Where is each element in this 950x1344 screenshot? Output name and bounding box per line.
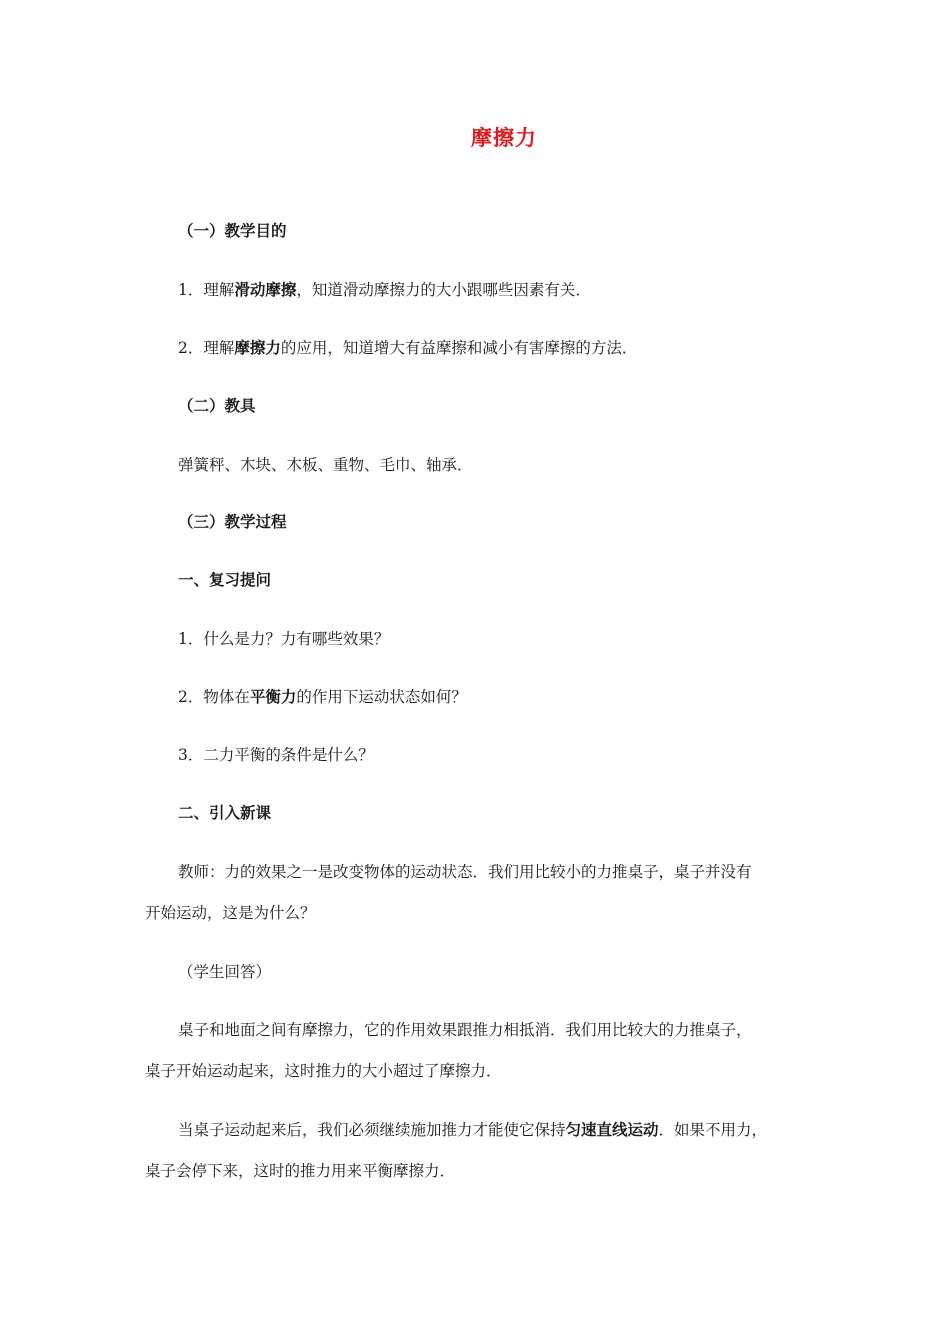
intro-paragraph-2-line-2: 桌子开始运动起来，这时推力的大小超过了摩擦力． [145,1062,502,1080]
review-question-2 [178,687,467,707]
objective-item-1-prefix: 1．理解 [178,281,235,299]
review-question-2-bold: 平衡力 [249,688,297,706]
objective-item-2-suffix: 的应用，知道增大有益摩擦和减小有害摩擦的方法． [280,339,638,357]
objective-item-2-bold: 摩擦力 [234,339,281,357]
heading-review: 一、复习提问 [178,571,272,589]
intro-paragraph-2-line-1: 桌子和地面之间有摩擦力，它的作用效果跟推力相抵消．我们用比较大的力推桌子， [178,1021,752,1039]
intro-paragraph-1-line-1: 教师：力的效果之一是改变物体的运动状态．我们用比较小的力推桌子，桌子并没有 [178,863,752,881]
intro-paragraph-3-line-1 [178,1120,767,1140]
intro-paragraph-3-line-2: 桌子会停下来，这时的推力用来平衡摩擦力． [145,1162,456,1180]
intro-paragraph-3-suffix: ．如果不用力， [658,1121,768,1139]
intro-paragraph-3-prefix: 当桌子运动起来后，我们必须继续施加推力才能使它保持 [178,1121,566,1139]
review-question-1: 1．什么是力？力有哪些效果？ [178,630,390,648]
tools-list: 弹簧秤、木块、木板、重物、毛巾、轴承． [178,456,473,474]
objective-item-2-prefix: 2．理解 [178,339,235,357]
intro-paragraph-1-line-2: 开始运动，这是为什么？ [145,904,316,922]
review-question-2-prefix: 2．物体在 [178,688,250,706]
student-answer-note: （学生回答） [178,963,272,981]
heading-objectives: （一）教学目的 [178,222,287,240]
intro-paragraph-3-bold: 匀速直线运动 [565,1121,659,1139]
objective-item-2 [178,338,637,358]
heading-process: （三）教学过程 [178,513,287,531]
review-question-3: 3．二力平衡的条件是什么？ [178,746,374,764]
heading-intro: 二、引入新课 [178,804,272,822]
objective-item-1 [178,280,591,300]
document-title: 摩擦力 [471,126,537,150]
review-question-2-suffix: 的作用下运动状态如何？ [296,688,467,706]
heading-tools: （二）教具 [178,397,256,415]
objective-item-1-suffix: ，知道滑动摩擦力的大小跟哪些因素有关． [296,281,591,299]
objective-item-1-bold: 滑动摩擦 [234,281,297,299]
